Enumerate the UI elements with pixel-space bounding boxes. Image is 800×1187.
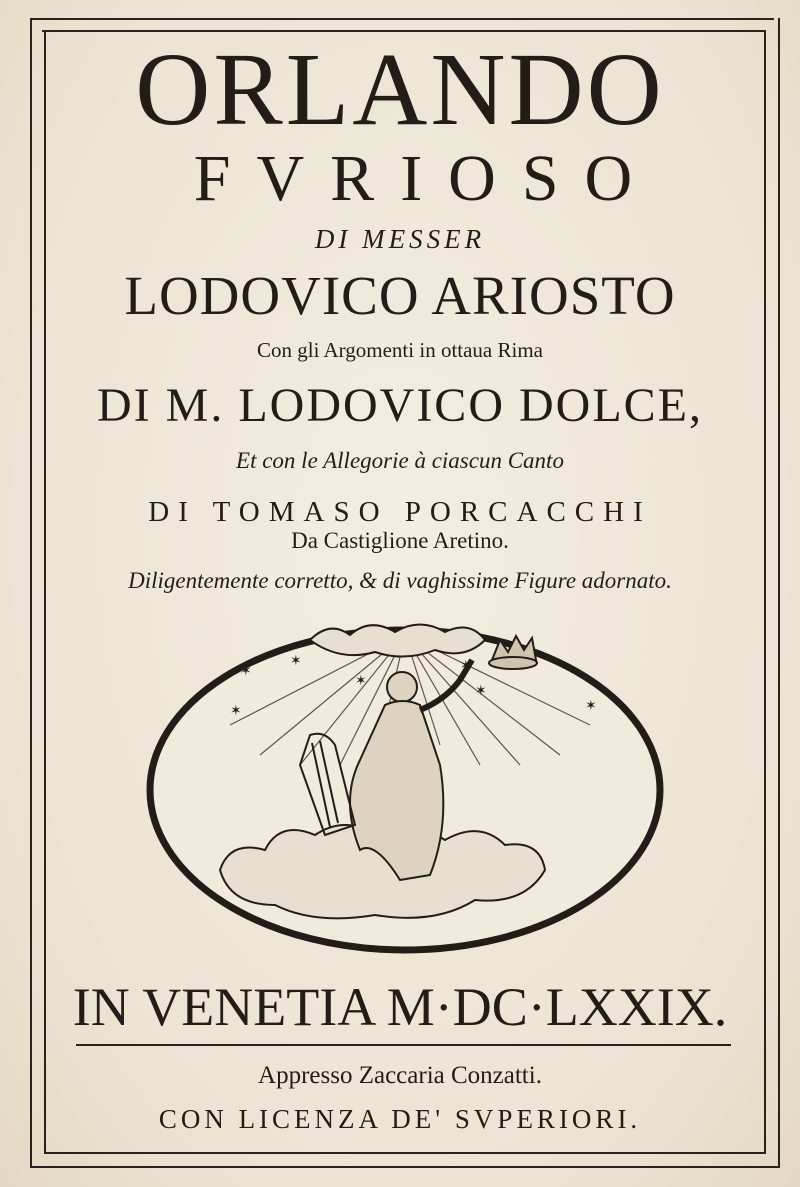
svg-text:✶: ✶ xyxy=(230,704,242,719)
border-top-outer xyxy=(32,18,774,20)
border-bottom-inner xyxy=(44,1152,766,1154)
svg-text:✶: ✶ xyxy=(240,664,252,679)
woodcut-illustration xyxy=(140,615,670,960)
by-line: DI MESSER xyxy=(314,224,486,254)
allegorie-line: Et con le Allegorie à ciascun Canto xyxy=(236,448,564,473)
svg-text:✶: ✶ xyxy=(355,674,367,689)
edition-note: Diligentemente corretto, & di vaghissime Figure adornato. xyxy=(128,568,672,593)
border-bottom-outer xyxy=(30,1166,780,1168)
svg-text:✶: ✶ xyxy=(460,659,472,674)
allegorie-author-origin: Da Castiglione Aretino. xyxy=(291,528,509,553)
license-line: CON LICENZA DE' SVPERIORI. xyxy=(158,1104,642,1134)
allegorie-author: DI TOMASO PORCACCHI xyxy=(148,496,652,528)
title-line-2: FVRIOSO xyxy=(193,142,659,215)
title-line-1: ORLANDO xyxy=(135,32,665,147)
printer-line: Appresso Zaccaria Conzatti. xyxy=(258,1062,542,1089)
imprint-divider xyxy=(76,1044,731,1046)
argomenti-line: Con gli Argomenti in ottaua Rima xyxy=(256,338,543,362)
svg-text:✶: ✶ xyxy=(290,654,302,669)
author-name: LODOVICO ARIOSTO xyxy=(124,265,676,326)
imprint-place-date: IN VENETIA M·DC·LXXIX. xyxy=(72,977,728,1037)
svg-text:✶: ✶ xyxy=(475,684,487,699)
svg-text:✶: ✶ xyxy=(585,699,597,714)
argomenti-author: DI M. LODOVICO DOLCE, xyxy=(97,379,703,432)
